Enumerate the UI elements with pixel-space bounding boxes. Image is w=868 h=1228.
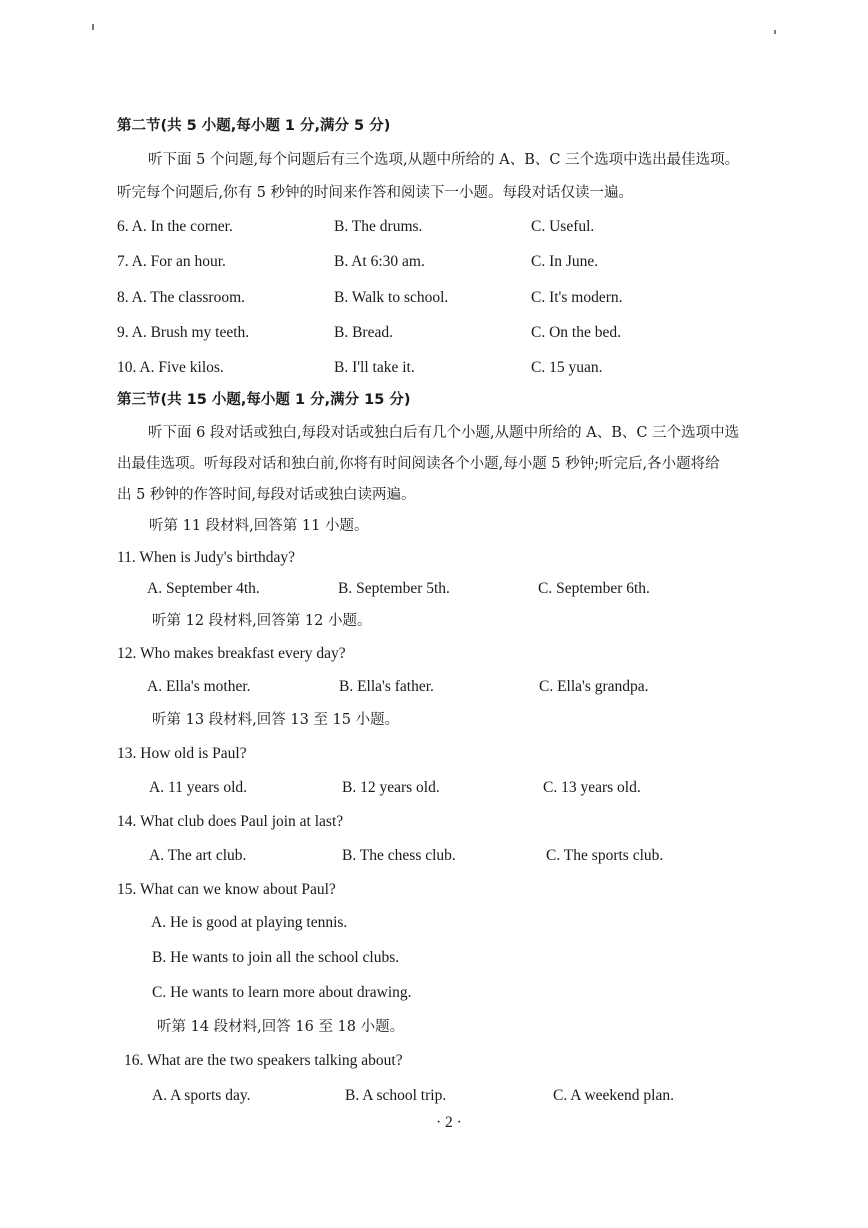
q13-option-c: C. 13 years old. — [543, 779, 641, 796]
material-14-note: 听第 14 段材料,回答 16 至 18 小题。 — [157, 1019, 405, 1035]
q14-stem: 14. What club does Paul join at last? — [117, 813, 344, 830]
scan-mark-right — [774, 30, 776, 34]
q6-option-b: B. The drums. — [334, 218, 423, 235]
q16-option-a: A. A sports day. — [152, 1087, 251, 1104]
q15-option-b: B. He wants to join all the school clubs. — [152, 949, 400, 966]
q15-option-a: A. He is good at playing tennis. — [151, 914, 348, 931]
q11-option-b: B. September 5th. — [338, 580, 450, 597]
q11-stem: 11. When is Judy's birthday? — [117, 549, 296, 566]
q10-option-b: B. I'll take it. — [334, 359, 415, 376]
q16-option-c: C. A weekend plan. — [553, 1087, 674, 1104]
q14-option-b: B. The chess club. — [342, 847, 456, 864]
q12-stem: 12. Who makes breakfast every day? — [117, 645, 346, 662]
q14-option-a: A. The art club. — [149, 847, 247, 864]
section3-heading: 第三节(共 15 小题,每小题 1 分,满分 15 分) — [117, 392, 411, 408]
q14-option-c: C. The sports club. — [546, 847, 664, 864]
q15-stem: 15. What can we know about Paul? — [117, 881, 336, 898]
q9-option-c: C. On the bed. — [531, 324, 621, 341]
section3-instruction-1: 听下面 6 段对话或独白,每段对话或独白后有几个小题,从题中所给的 A、B、C 三个选项中选 — [148, 425, 740, 441]
q8-option-a: 8. A. The classroom. — [117, 289, 246, 306]
q16-option-b: B. A school trip. — [345, 1087, 447, 1104]
q7-option-b: B. At 6:30 am. — [334, 253, 425, 270]
q12-option-a: A. Ella's mother. — [147, 678, 251, 695]
material-12-note: 听第 12 段材料,回答第 12 小题。 — [152, 613, 372, 629]
q8-option-b: B. Walk to school. — [334, 289, 449, 306]
q6-option-c: C. Useful. — [531, 218, 595, 235]
section3-instruction-3: 出 5 秒钟的作答时间,每段对话或独白读两遍。 — [117, 487, 416, 503]
q15-option-c: C. He wants to learn more about drawing. — [152, 984, 412, 1001]
q6-option-a: 6. A. In the corner. — [117, 218, 233, 235]
q11-option-c: C. September 6th. — [538, 580, 650, 597]
section2-instruction-1: 听下面 5 个问题,每个问题后有三个选项,从题中所给的 A、B、C 三个选项中选出最佳选项。 — [148, 152, 740, 168]
page-number: · 2 · — [436, 1114, 462, 1131]
q10-option-a: 10. A. Five kilos. — [117, 359, 224, 376]
q12-option-b: B. Ella's father. — [339, 678, 434, 695]
scan-mark-left — [92, 24, 94, 30]
q13-option-b: B. 12 years old. — [342, 779, 440, 796]
q7-option-c: C. In June. — [531, 253, 599, 270]
q9-option-b: B. Bread. — [334, 324, 393, 341]
q9-option-a: 9. A. Brush my teeth. — [117, 324, 250, 341]
section3-instruction-2: 出最佳选项。听每段对话和独白前,你将有时间阅读各个小题,每小题 5 秒钟;听完后,各小题将给 — [117, 456, 720, 472]
q12-option-c: C. Ella's grandpa. — [539, 678, 649, 695]
q11-option-a: A. September 4th. — [147, 580, 260, 597]
section2-heading: 第二节(共 5 小题,每小题 1 分,满分 5 分) — [117, 118, 391, 134]
q13-stem: 13. How old is Paul? — [117, 745, 247, 762]
material-13-note: 听第 13 段材料,回答 13 至 15 小题。 — [152, 712, 400, 728]
q7-option-a: 7. A. For an hour. — [117, 253, 226, 270]
q16-stem: 16. What are the two speakers talking about? — [124, 1052, 403, 1069]
q13-option-a: A. 11 years old. — [149, 779, 248, 796]
q10-option-c: C. 15 yuan. — [531, 359, 603, 376]
section2-instruction-2: 听完每个问题后,你有 5 秒钟的时间来作答和阅读下一小题。每段对话仅读一遍。 — [117, 185, 634, 201]
material-11-note: 听第 11 段材料,回答第 11 小题。 — [149, 518, 369, 534]
q8-option-c: C. It's modern. — [531, 289, 623, 306]
